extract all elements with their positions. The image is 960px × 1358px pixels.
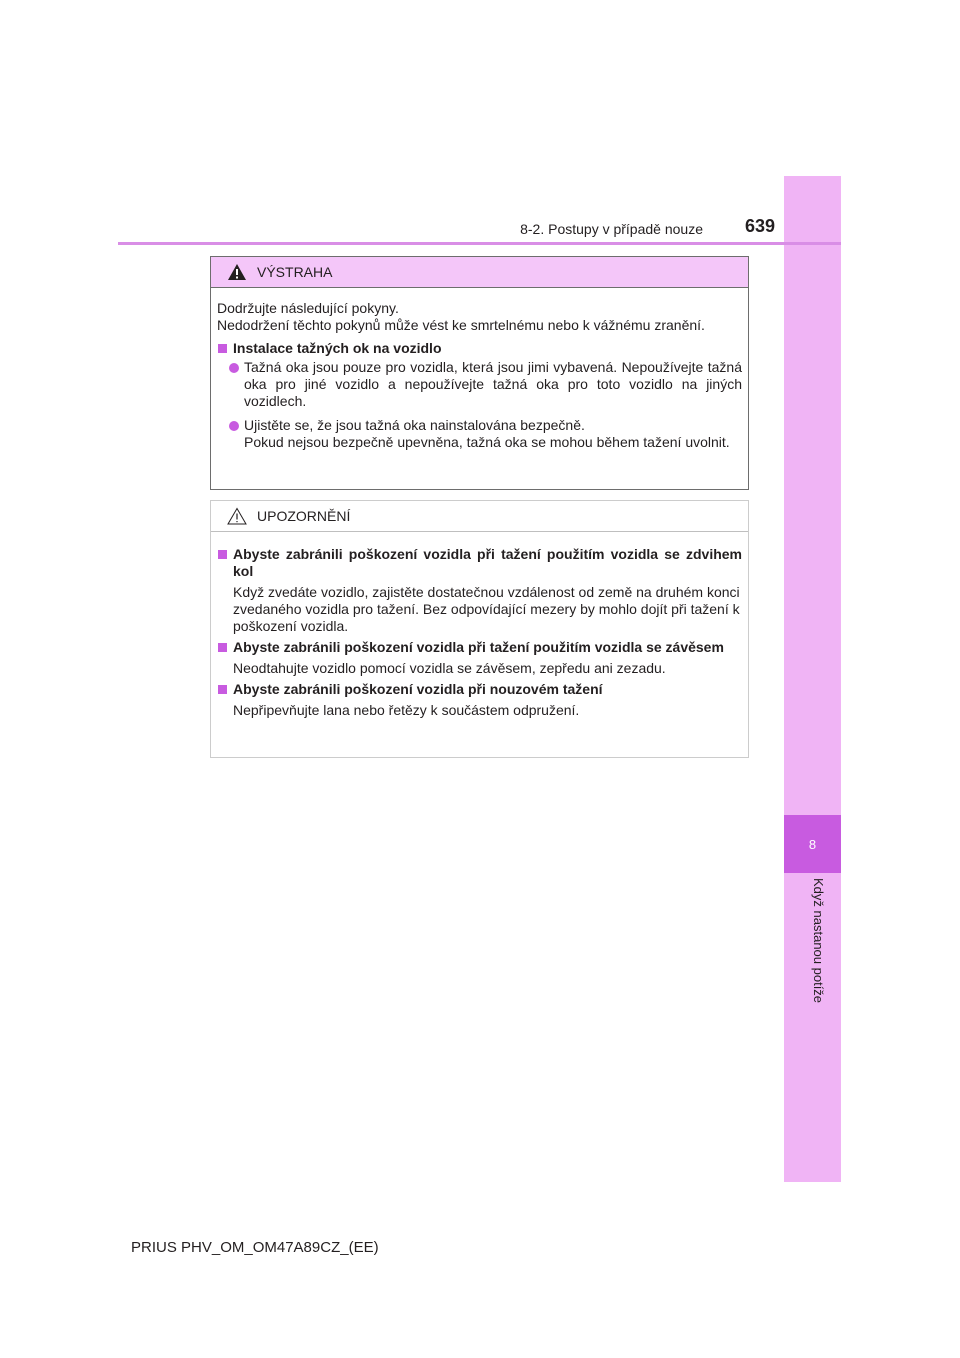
warning-intro-2: Nedodržení těchto pokynů může vést ke smrtelnému nebo k vážnému zranění. bbox=[217, 317, 705, 333]
warning-triangle-icon bbox=[227, 263, 247, 281]
warning-bullet-2 bbox=[244, 417, 742, 451]
warning-heading bbox=[217, 340, 742, 357]
caution-heading-3: Abyste zabránili poškození vozidla při nouzovém tažení bbox=[233, 681, 603, 697]
chapter-title: Když nastanou potíže bbox=[811, 878, 826, 1004]
caution-text-3: Nepřipevňujte lana nebo řetězy k součástem odpružení. bbox=[233, 702, 580, 718]
chapter-side-tab bbox=[784, 176, 841, 1182]
caution-heading bbox=[217, 639, 742, 656]
page-number: 639 bbox=[744, 216, 775, 236]
document-code: PRIUS PHV_OM_OM47A89CZ_(EE) bbox=[131, 1239, 379, 1256]
caution-title-bar bbox=[211, 501, 748, 532]
warning-title: VÝSTRAHA bbox=[257, 264, 333, 280]
warning-bullet bbox=[217, 359, 742, 410]
caution-text-2: Neodtahujte vozidlo pomocí vozidla se závěsem, zepředu ani zezadu. bbox=[233, 660, 666, 676]
caution-heading-2: Abyste zabránili poškození vozidla při tažení použitím vozidla se závěsem bbox=[233, 639, 724, 655]
warning-heading-text: Instalace tažných ok na vozidlo bbox=[233, 340, 442, 356]
warning-title-bar bbox=[211, 257, 748, 288]
caution-title: UPOZORNĚNÍ bbox=[257, 508, 351, 524]
caution-body bbox=[211, 532, 748, 719]
warning-box bbox=[210, 256, 749, 490]
chapter-number: 8 bbox=[784, 815, 841, 873]
section-title: 8-2. Postupy v případě nouze bbox=[520, 221, 703, 237]
warning-intro-1: Dodržujte následující pokyny. bbox=[217, 300, 399, 316]
warning-bullet-2-line-2: Pokud nejsou bezpečně upevněna, tažná oka se mohou během tažení uvolnit. bbox=[244, 434, 730, 450]
circle-bullet-icon bbox=[229, 421, 239, 431]
caution-heading bbox=[217, 681, 742, 698]
warning-body bbox=[211, 288, 748, 451]
square-bullet-icon bbox=[218, 344, 227, 353]
square-bullet-icon bbox=[218, 643, 227, 652]
circle-bullet-icon bbox=[229, 363, 239, 373]
warning-bullet-1: Tažná oka jsou pouze pro vozidla, která jsou jimi vybavená. Nepoužívejte tažná oka pro jiné vozidlo a nepoužívejte tažná oka pro toto vozidlo na jiných vozidlech. bbox=[244, 359, 742, 409]
caution-text-1: Když zvedáte vozidlo, zajistěte dostatečnou vzdálenost od země na druhém konci zvedaného vozidla pro tažení. Bez odpovídající mezery by mohlo dojít při tažení k poškození vozidla. bbox=[233, 584, 740, 634]
caution-triangle-icon bbox=[227, 507, 247, 525]
square-bullet-icon bbox=[218, 550, 227, 559]
warning-bullet bbox=[217, 417, 742, 451]
square-bullet-icon bbox=[218, 685, 227, 694]
caution-box bbox=[210, 500, 749, 758]
caution-heading bbox=[217, 546, 742, 580]
caution-heading-1: Abyste zabránili poškození vozidla při tažení použitím vozidla se zdvihem kol bbox=[233, 546, 742, 579]
header-rule bbox=[118, 242, 841, 245]
warning-bullet-2-line-1: Ujistěte se, že jsou tažná oka nainstalována bezpečně. bbox=[244, 417, 585, 433]
